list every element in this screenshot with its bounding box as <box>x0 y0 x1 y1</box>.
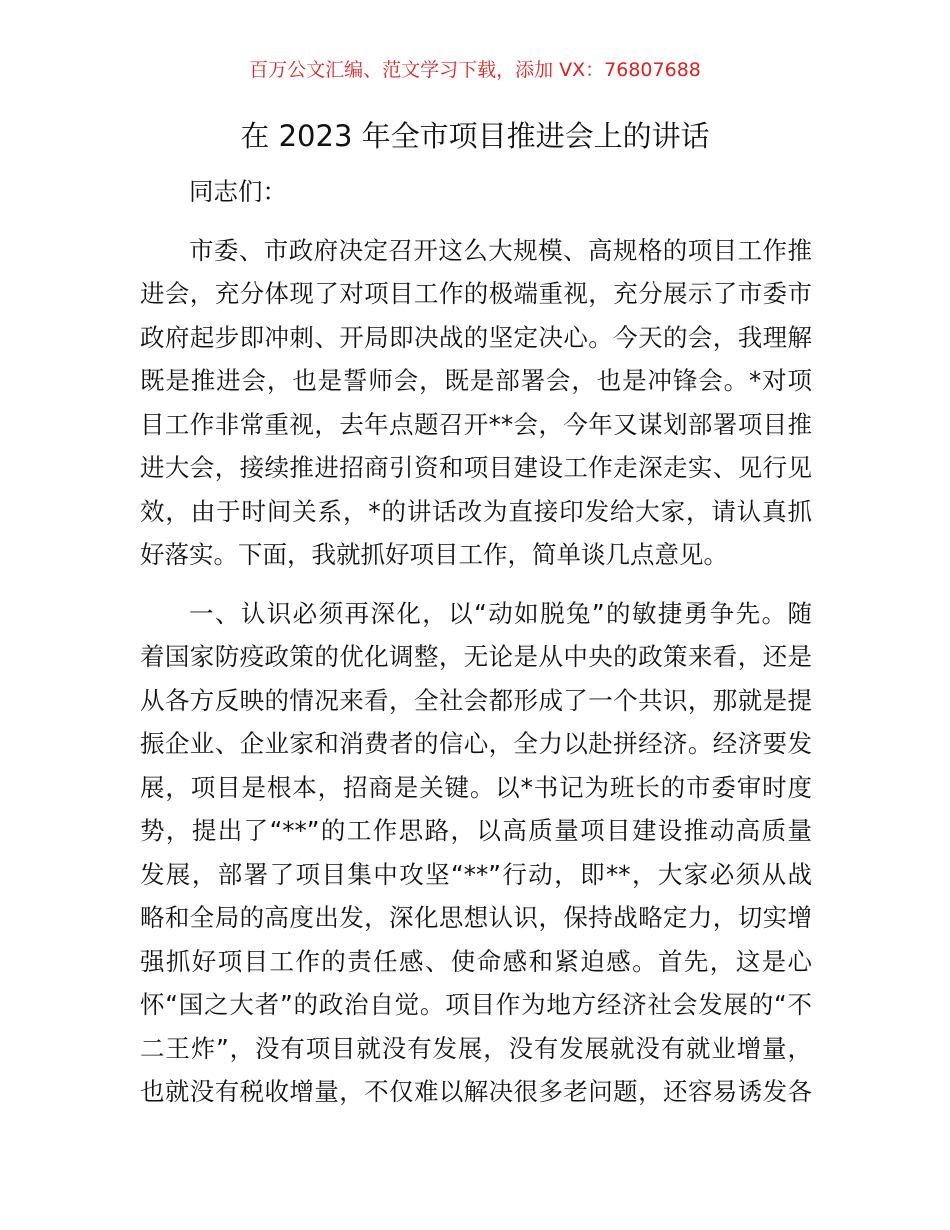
text-line: 略和全局的高度出发，深化思想认识，保持战略定力，切实增 <box>140 903 812 932</box>
text-line: 进会，充分体现了对项目工作的极端重视，充分展示了市委市 <box>140 279 812 308</box>
text-line: 势，提出了“**”的工作思路，以高质量项目建设推动高质量 <box>140 816 812 845</box>
text-line: 二王炸”，没有项目就没有发展，没有发展就没有就业增量， <box>140 1033 812 1063</box>
paragraph-intro <box>140 229 812 577</box>
text-line: 振企业、企业家和消费者的信心，全力以赴拼经济。经济要发 <box>140 729 812 758</box>
text-line: 展，项目是根本，招商是关键。以*书记为班长的市委审时度 <box>140 772 812 802</box>
text-line: 既是推进会，也是誓师会，既是部署会，也是冲锋会。*对项 <box>140 366 812 395</box>
text-line: 一、认识必须再深化，以“动如脱兔”的敏捷勇争先。随 <box>189 598 812 628</box>
document-body <box>140 170 812 1114</box>
text-line: 发展，部署了项目集中攻坚“**”行动，即**，大家必须从战 <box>140 859 812 889</box>
text-line: 从各方反映的情况来看，全社会都形成了一个共识，那就是提 <box>140 685 812 715</box>
text-line: 怀“国之大者”的政治自觉。项目作为地方经济社会发展的“不 <box>140 990 812 1019</box>
document-title: 在 2023 年全市项目推进会上的讲话 <box>240 119 710 153</box>
text-line: 好落实。下面，我就抓好项目工作，简单谈几点意见。 <box>140 540 728 569</box>
watermark-banner: 百万公文汇编、范文学习下载，添加 VX：76807688 <box>249 59 701 81</box>
text-line: 也就没有税收增量，不仅难以解决很多老问题，还容易诱发各 <box>140 1077 812 1106</box>
text-line: 强抓好项目工作的责任感、使命感和紧迫感。首先，这是心 <box>140 946 812 976</box>
text-line: 进大会，接续推进招商引资和项目建设工作走深走实、见行见 <box>140 453 812 482</box>
text-line: 着国家防疫政策的优化调整，无论是从中央的政策来看，还是 <box>140 642 812 671</box>
text-line: 目工作非常重视，去年点题召开**会，今年又谋划部署项目推 <box>140 409 812 439</box>
text-line: 市委、市政府决定召开这么大规模、高规格的项目工作推 <box>189 235 812 265</box>
text-line: 效，由于时间关系，*的讲话改为直接印发给大家，请认真抓 <box>140 496 812 526</box>
salutation: 同志们： <box>189 177 287 206</box>
text-line: 政府起步即冲刺、开局即决战的坚定决心。今天的会，我理解 <box>140 322 812 352</box>
paragraph-section-one <box>140 592 812 1114</box>
